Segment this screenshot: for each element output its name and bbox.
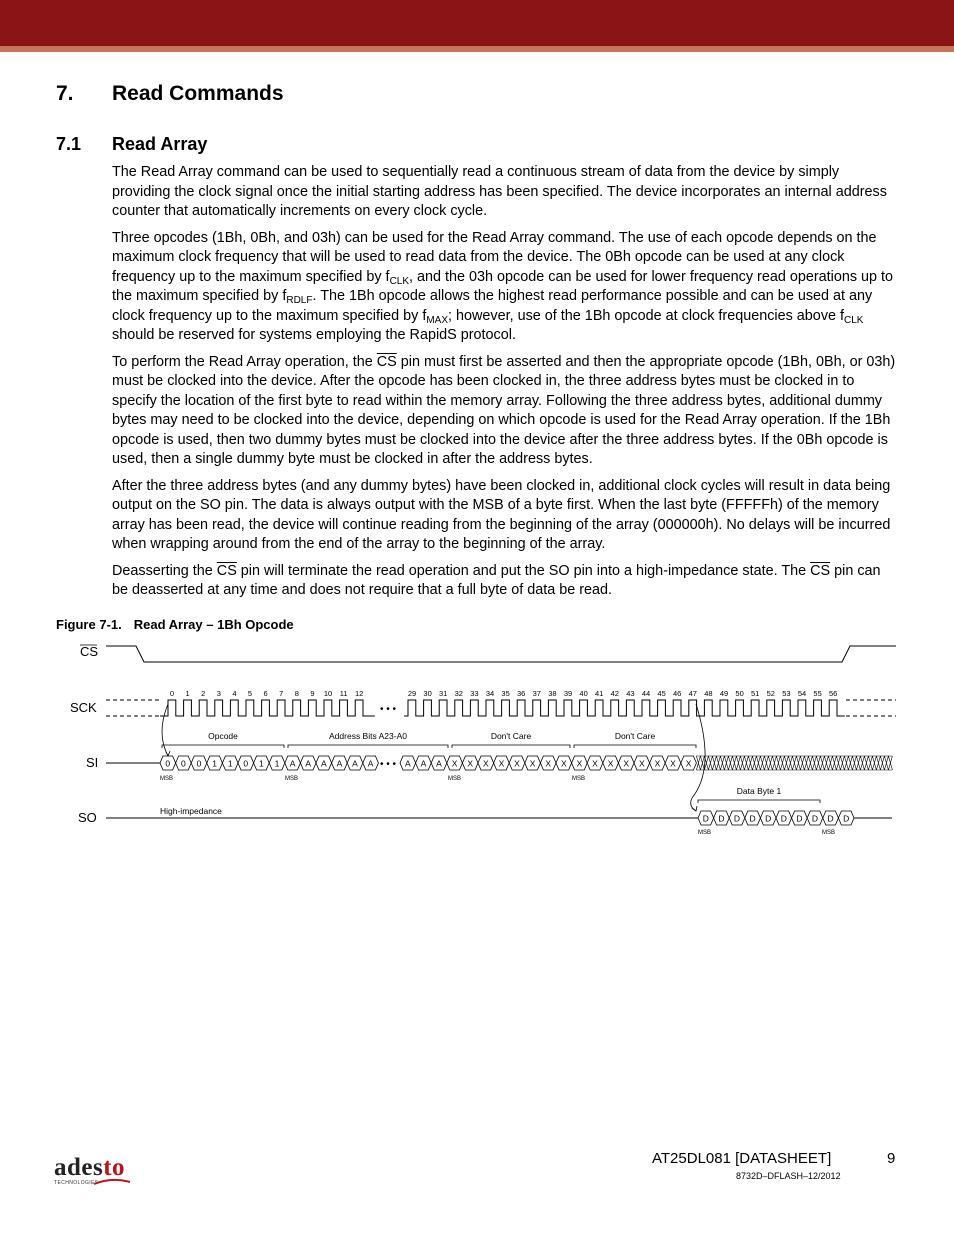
si-bit: A (367, 758, 374, 769)
si-bit: A (289, 758, 296, 769)
si-bit: A (336, 758, 343, 769)
clock-number: 39 (563, 689, 573, 698)
si-bit: 1 (227, 758, 233, 769)
group-dont-care-1: Don't Care (490, 731, 532, 741)
clock-number: 37 (532, 689, 541, 698)
clock-number: 54 (797, 689, 807, 698)
si-bit: A (320, 758, 327, 769)
si-bit: 0 (165, 758, 171, 769)
so-bit: D (780, 813, 787, 824)
msb-label: MSB (822, 830, 836, 836)
so-bit: D (765, 813, 772, 824)
clock-number: 32 (454, 689, 463, 698)
group-data-byte-bracket (698, 800, 820, 803)
si-bit: X (482, 758, 489, 769)
msb-label: MSB (285, 776, 299, 782)
sck-waveform-a (160, 700, 375, 716)
group-opcode: Opcode (208, 731, 238, 741)
figure-caption: Figure 7-1. Read Array – 1Bh Opcode (56, 617, 294, 632)
si-bit: X (576, 758, 583, 769)
si-bit: A (436, 758, 442, 769)
si-bit: X (545, 758, 552, 769)
si-bit: X (467, 758, 474, 769)
clock-number: 2 (201, 689, 206, 698)
si-bit: X (529, 758, 536, 769)
clock-number: 43 (626, 689, 635, 698)
section-number: 7. (56, 82, 74, 105)
si-bit: 0 (243, 758, 249, 769)
so-bit: D (718, 813, 725, 824)
group-dont-care-1-bracket (452, 745, 570, 748)
paragraph-4: After the three address bytes (and any dummy bytes) have been clocked in, additional clock cycles will result in data being output on the SO pin. The data is always output with the MSB of a byte first. When the last byte (FFFFFh) of the memory array has been read, the device will continue reading from the beginning of the array (000000h). No delays will be incurred when wrapping around from the end of the array to the beginning of the array. (112, 477, 891, 552)
page-number: 9 (887, 1150, 896, 1167)
clock-number: 6 (263, 689, 268, 698)
sck-waveform-b (404, 700, 845, 716)
so-bit: D (702, 813, 709, 824)
si-bit: A (420, 758, 427, 769)
clock-number: 48 (704, 689, 713, 698)
clock-number: 11 (339, 689, 348, 698)
si-bit: 0 (196, 758, 202, 769)
paragraph-1: The Read Array command can be used to sequentially read a continuous stream of data from the device by simply providing the clock signal once the initial starting address has been specified. The device incorporates an internal address counter that automatically increments on every clock cycle. (112, 164, 887, 219)
body-text (112, 163, 896, 608)
clock-number: 45 (657, 689, 666, 698)
si-bit: 1 (259, 758, 264, 769)
clock-number: 8 (294, 689, 299, 698)
si-bit: X (638, 758, 645, 769)
clock-number: 51 (751, 689, 760, 698)
arrow-sck-to-si (162, 704, 168, 756)
clock-number: 42 (610, 689, 619, 698)
si-bit: A (305, 758, 312, 769)
cs-waveform (106, 646, 896, 662)
so-bit: D (843, 813, 850, 824)
clock-number: 9 (310, 689, 315, 698)
clock-number: 53 (782, 689, 791, 698)
si-bit: X (451, 758, 458, 769)
clock-number: 7 (279, 689, 284, 698)
group-address: Address Bits A23-A0 (329, 731, 407, 741)
clock-number: 33 (470, 689, 479, 698)
si-bit: X (670, 758, 676, 769)
arrow-head (166, 751, 170, 756)
paragraph-2: Three opcodes (1Bh, 0Bh, and 03h) can be used for the Read Array command. The use of each opcode depends on the maximum clock frequency that will be used to read data from the device. The 0Bh opcode can be used at any clock frequency up to the maximum specified by $f_{CLK}$, and the 03h opcode can be used for lower frequency read operations up to the maximum specified by $f_{RDLF}$. The 1Bh opcode allows the highest read performance possible and can be used at any clock frequency up to the maximum specified by $f_{MAX}$; however, use of the 1Bh opcode at clock frequencies above $f_{CLK}$ should be reserved for systems employing the RapidS protocol. (112, 229, 894, 343)
si-bit: 0 (181, 758, 186, 769)
msb-label: MSB (698, 830, 712, 836)
clock-number: 12 (355, 689, 364, 698)
clock-number: 49 (719, 689, 729, 698)
clock-number: 4 (232, 689, 237, 698)
clock-number: 40 (579, 689, 588, 698)
si-bit: X (560, 758, 567, 769)
clock-number: 52 (766, 689, 775, 698)
so-bit: D (796, 813, 803, 824)
paragraph-5: Deasserting the $\overline{CS}$ pin will terminate the read operation and put the SO pin into a high-impedance state. The $\overline{CS}$ pin can be deasserted at any time and does not require that a full byte of data be read. (112, 562, 881, 598)
si-bit: X (592, 758, 598, 769)
clock-number: 38 (548, 689, 557, 698)
clock-number: 47 (688, 689, 697, 698)
so-bit: D (749, 813, 756, 824)
clock-number: 44 (641, 689, 651, 698)
clock-number: 50 (735, 689, 744, 698)
clock-number: 0 (169, 689, 175, 698)
si-bit: A (352, 758, 358, 769)
header-stripe (0, 46, 954, 52)
si-bit: 1 (212, 758, 217, 769)
so-bit: D (811, 813, 819, 824)
clock-number: 56 (829, 689, 838, 698)
clock-number: 41 (595, 689, 604, 698)
msb-label: MSB (448, 776, 462, 782)
arrow-sck-to-so (691, 704, 705, 811)
clock-number: 30 (423, 689, 432, 698)
group-data-byte: Data Byte 1 (736, 786, 782, 796)
clock-number: 3 (216, 689, 221, 698)
document-id: 8732D–DFLASH–12/2012 (736, 1171, 841, 1181)
subsection-number: 7.1 (56, 134, 82, 154)
clock-number: 10 (323, 689, 333, 698)
footer-title: AT25DL081 [DATASHEET] (652, 1150, 832, 1167)
si-bit: A (404, 758, 411, 769)
so-bit: D (827, 813, 834, 824)
header-bar (0, 0, 954, 46)
clock-number: 5 (247, 689, 253, 698)
clock-number: 29 (407, 689, 417, 698)
so-bit: D (733, 813, 741, 824)
clock-number: 55 (813, 689, 822, 698)
si-bit: X (623, 758, 630, 769)
subsection-title: Read Array (112, 134, 208, 154)
clock-number: 34 (485, 689, 495, 698)
group-dont-care-2: Don't Care (614, 731, 656, 741)
si-ellipsis: • • • (380, 759, 397, 770)
si-bit: X (498, 758, 505, 769)
high-impedance-label: High-impedance (160, 806, 222, 816)
sck-label: SCK (70, 700, 97, 715)
group-address-bracket (288, 745, 448, 748)
section-title: Read Commands (112, 82, 284, 105)
si-label: SI (86, 755, 99, 770)
si-bit: X (607, 758, 614, 769)
clock-number: 35 (501, 689, 510, 698)
sck-ellipsis: • • • (380, 704, 397, 715)
msb-label: MSB (160, 776, 174, 782)
logo-swoosh (92, 1177, 132, 1187)
cs-label: CS (80, 644, 99, 659)
si-bit: X (514, 758, 520, 769)
si-bit: X (654, 758, 661, 769)
si-bit: X (685, 758, 692, 769)
si-dont-care-hatch (696, 756, 892, 770)
group-opcode-bracket (162, 745, 284, 748)
timing-diagram (56, 638, 896, 848)
adesto-logo: adesto TECHNOLOGIES (54, 1155, 136, 1189)
si-bit: 1 (274, 758, 280, 769)
clock-number: 46 (673, 689, 682, 698)
arrow-head (692, 806, 697, 811)
clock-number: 1 (185, 689, 190, 698)
clock-number: 36 (517, 689, 526, 698)
so-label: SO (78, 810, 97, 825)
paragraph-3: To perform the Read Array operation, the $\overline{CS}$ pin must first be asserted and then the appropriate opcode (1Bh, 0Bh, or 03h) must be clocked into the device. After the opcode has been clocked in, the three address bytes must be clocked in to specify the location of the first byte to read within the memory array. Following the three address bytes, additional dummy bytes may need to be clocked into the device, depending on which opcode is used for the Read Array operation. If the 1Bh opcode is used, then two dummy bytes must be clocked into the device after the three address bytes. If the 0Bh opcode is used, then a single dummy byte must be clocked in after the address bytes. (112, 353, 896, 467)
group-dont-care-2-bracket (574, 745, 696, 748)
msb-label: MSB (572, 776, 586, 782)
clock-number: 31 (439, 689, 448, 698)
